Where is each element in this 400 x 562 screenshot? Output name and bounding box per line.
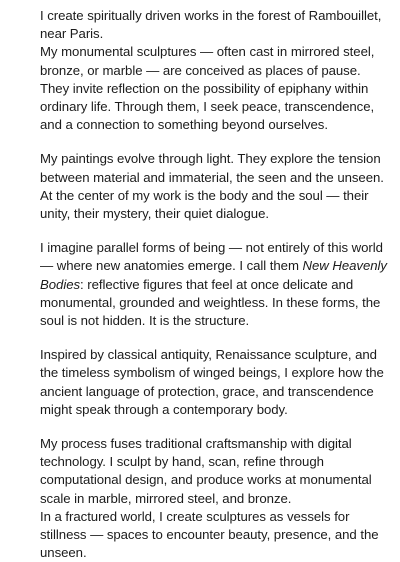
paragraph-process-line-2: In a fractured world, I create sculptures as vessels for stillness — spaces to encounter beauty, presence, and the unseen. (40, 508, 379, 561)
paragraph-paintings-line-2: At the center of my work is the body and the soul — their unity, their mystery, their quiet dialogue. (40, 187, 369, 222)
heavenly-bodies-text-after: : reflective figures that feel at once delicate and monumental, grounded and weightless. In these forms, the soul is not hidden. It is the structure. (40, 276, 381, 329)
paragraph-process-line-1: My process fuses traditional craftsmanship with digital technology. I sculpt by hand, scan, refine through computational design, and produce works at monumental scale in marble, mirrored steel, and bronze. (40, 436, 372, 506)
paragraph-inspiration-line-1: Inspired by classical antiquity, Renaissance sculpture, and the timeless symbolism of winged beings, I explore how the ancient language of protection, grace, and transcendence might speak through a contemporary body. (40, 347, 384, 417)
paragraph-paintings (40, 150, 390, 223)
paragraph-process (40, 435, 390, 562)
paragraph-intro-line-1: I create spiritually driven works in the forest of Rambouillet, near Paris. (40, 8, 382, 42)
paragraph-intro (40, 7, 390, 134)
heavenly-bodies-title: New Heavenly Bodies (40, 258, 387, 292)
paragraph-inspiration (40, 346, 390, 419)
heavenly-bodies-text-before: I imagine parallel forms of being — not entirely of this world — where new anatomies emerge. I call them (40, 240, 383, 274)
paragraph-intro-line-2: My monumental sculptures — often cast in mirrored steel, bronze, or marble — are conceived as places of pause. They invite reflection on the possibility of epiphany within ordinary life. Through them, I seek peace, transcendence, and a connection to something beyond ourselves. (40, 44, 375, 133)
paragraph-heavenly-bodies (40, 239, 390, 330)
paragraph-paintings-line-1: My paintings evolve through light. They explore the tension between material and immaterial, the seen and the unseen. (40, 151, 384, 185)
artist-statement (40, 7, 390, 562)
